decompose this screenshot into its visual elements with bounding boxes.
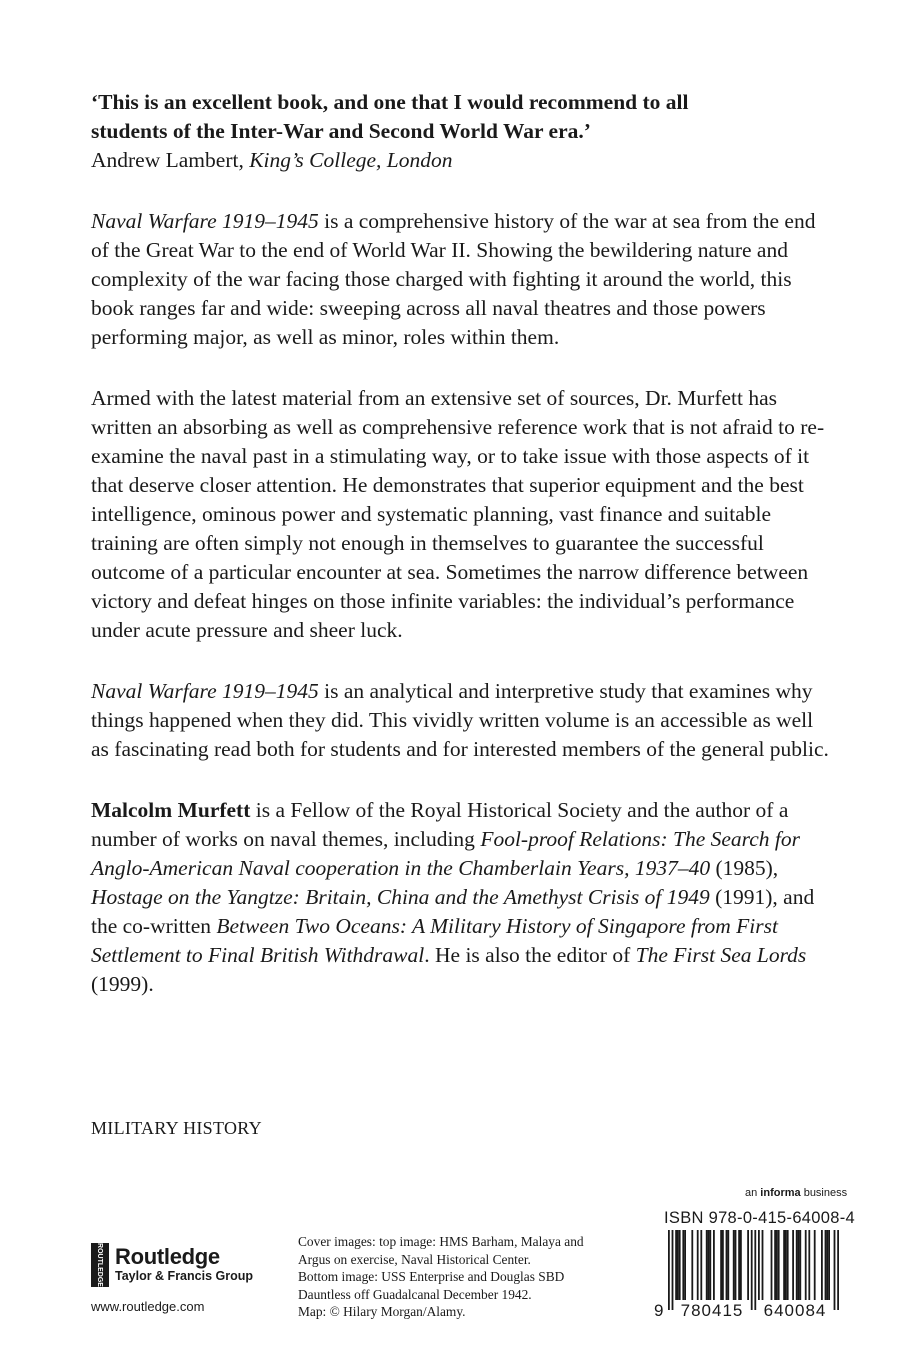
barcode-bar <box>837 1230 839 1310</box>
book-title: Naval Warfare 1919–1945 <box>91 209 319 233</box>
barcode-bar <box>706 1230 708 1300</box>
cover-credits <box>298 1233 608 1321</box>
paragraph-3-text: is an analytical and interpretive study that examines why things happened when they did. This vividly written volume is an accessible as well as fascinating read both for students and for interested members of the general public. <box>91 679 829 761</box>
barcode-bar <box>787 1230 789 1300</box>
barcode-bar <box>727 1230 729 1300</box>
isbn-label: ISBN 978-0-415-64008-4 <box>664 1209 855 1227</box>
quote-line-1: ‘This is an excellent book, and one that I would recommend to all <box>91 90 689 114</box>
routledge-badge-icon <box>91 1243 109 1287</box>
author-name: Malcolm Murfett <box>91 798 251 822</box>
barcode-bar <box>771 1230 773 1300</box>
back-cover-blurb <box>91 88 831 1031</box>
badge-text: ROUTLEDGE <box>96 1243 104 1287</box>
work-title: Hostage on the Yangtze: Britain, China and the Amethyst Crisis of 1949 <box>91 885 710 909</box>
barcode-bar <box>672 1230 674 1310</box>
barcode-bar <box>774 1230 776 1300</box>
barcode-bar <box>821 1230 823 1300</box>
author-bio-text: . He is also the editor of <box>424 943 636 967</box>
barcode-bar <box>798 1230 800 1300</box>
work-title: Fool-proof Relations: The Search for Anglo-American Naval cooperation in the Chamberlain Years, 1937–40 <box>91 827 800 880</box>
barcode-bar <box>792 1230 794 1300</box>
routledge-logo <box>91 1243 253 1287</box>
barcode-bar <box>709 1230 711 1300</box>
barcode-bar <box>828 1230 830 1300</box>
barcode-bar <box>834 1230 836 1310</box>
barcode-bar <box>825 1230 827 1300</box>
credit-line: Argus on exercise, Naval Historical Center. <box>298 1251 531 1267</box>
informa-tagline <box>745 1187 847 1199</box>
barcode-bar <box>799 1230 801 1300</box>
barcode-bar <box>726 1230 728 1300</box>
book-title: Naval Warfare 1919–1945 <box>91 679 319 703</box>
informa-suffix: business <box>800 1187 848 1199</box>
barcode-bar <box>684 1230 686 1300</box>
barcode-bars <box>668 1230 839 1310</box>
description-paragraph-2: Armed with the latest material from an extensive set of sources, Dr. Murfett has written an absorbing as well as comprehensive reference work that is not afraid to re-examine the naval past in a stimulating way, or to take issue with those aspects of it that deserve closer attention. He demonstrates that superior equipment and the best intelligence, ominous power and systematic planning, vast finance and suitable training are often simply not enough in themselves to guarantee the successful outcome of a particular encounter at sea. Sometimes the narrow difference between victory and defeat hinges on those infinite variables: the individual’s performance under acute pressure and sheer luck. <box>91 386 825 642</box>
credit-line: Map: © Hilary Morgan/Alamy. <box>298 1304 466 1320</box>
author-bio-text: (1985), <box>710 856 779 880</box>
description-paragraph-3 <box>91 677 831 764</box>
barcode-bar <box>713 1230 715 1300</box>
barcode-bar <box>722 1230 724 1300</box>
informa-brand: informa <box>760 1187 801 1199</box>
barcode-bar <box>668 1230 670 1310</box>
publisher-name-block <box>115 1246 253 1284</box>
barcode-digits-right: 640084 <box>763 1301 827 1320</box>
barcode-bar <box>675 1230 677 1300</box>
barcode-bar <box>738 1230 740 1300</box>
barcode-digits-left: 780415 <box>680 1301 744 1320</box>
work-title: Between Two Oceans: A Military History of Singapore from First Settlement to Final British Withdrawal <box>91 914 778 967</box>
barcode-bar <box>796 1230 798 1300</box>
barcode-bar <box>826 1230 828 1300</box>
barcode-bar <box>762 1230 764 1300</box>
barcode-bar <box>733 1230 735 1300</box>
barcode-bar <box>679 1230 681 1300</box>
attribution-place: King’s College, London <box>249 148 453 172</box>
credit-line: Cover images: top image: HMS Barham, Malaya and <box>298 1234 584 1249</box>
quote-line-2: students of the Inter-War and Second World War era.’ <box>91 119 591 143</box>
credit-line: Bottom image: USS Enterprise and Douglas SBD <box>298 1269 565 1285</box>
barcode-lead-digit: 9 <box>654 1301 664 1320</box>
barcode-bar <box>735 1230 737 1300</box>
barcode-bar <box>808 1230 810 1300</box>
author-bio-text: is a Fellow of the Royal Historical Society and the author of a number of works on naval themes, including <box>91 798 789 851</box>
barcode-bar <box>700 1230 702 1300</box>
informa-prefix: an <box>745 1187 761 1199</box>
barcode-bar <box>754 1230 756 1310</box>
barcode-bar <box>805 1230 807 1300</box>
barcode-bar <box>677 1230 679 1300</box>
barcode-bar <box>785 1230 787 1300</box>
subject-category: MILITARY HISTORY <box>91 1118 262 1138</box>
barcode-bar <box>720 1230 722 1300</box>
author-bio-text: (1991), and the co-written <box>91 885 815 938</box>
work-title: The First Sea Lords <box>635 943 807 967</box>
publisher-block <box>91 1243 253 1314</box>
author-bio-text: (1999). <box>91 972 154 996</box>
author-bio <box>91 796 831 999</box>
barcode-bar <box>691 1230 693 1300</box>
quote-attribution <box>91 146 831 175</box>
barcode-bar <box>708 1230 710 1300</box>
barcode-bar <box>740 1230 742 1300</box>
barcode-bar <box>747 1230 749 1300</box>
barcode-bar <box>814 1230 816 1300</box>
publisher-name: Routledge <box>115 1244 220 1269</box>
paragraph-1-text: is a comprehensive history of the war at sea from the end of the Great War to the end of World War II. Showing the bewildering nature and complexity of the war facing those charged with fighting it around the world, this book ranges far and wide: sweeping across all naval theatres and those powers performing major, as well as minor, roles within them. <box>91 209 816 349</box>
barcode-bar <box>682 1230 684 1300</box>
barcode-bar <box>778 1230 780 1300</box>
publisher-group: Taylor & Francis Group <box>115 1269 253 1283</box>
barcode-bar <box>776 1230 778 1300</box>
publisher-url[interactable]: www.routledge.com <box>91 1299 205 1314</box>
barcode <box>650 1230 845 1320</box>
barcode-bar <box>758 1230 760 1300</box>
credit-line: Dauntless off Guadalcanal December 1942. <box>298 1286 532 1302</box>
description-paragraph-1 <box>91 207 831 352</box>
barcode-bar <box>783 1230 785 1300</box>
barcode-bar <box>697 1230 699 1300</box>
attribution-name: Andrew Lambert, <box>91 148 250 172</box>
review-quote <box>91 88 831 146</box>
barcode-bar <box>751 1230 753 1310</box>
